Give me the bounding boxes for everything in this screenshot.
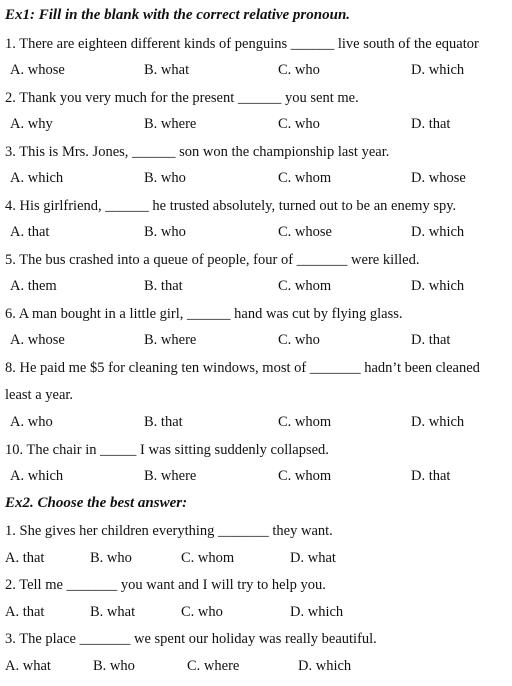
ex1-question-8-continued: least a year. [5,387,74,403]
ex1-q8-option-a: A. who [10,414,53,430]
ex1-q4-option-a: A. that [10,224,50,240]
ex1-q3-option-d: D. whose [411,170,466,186]
ex1-q6-option-b: B. where [144,332,197,348]
ex1-q5-option-b: B. that [144,278,183,294]
ex2-question-3: 3. The place _______ we spent our holiday was really beautiful. [5,631,377,647]
ex2-q2-option-c: C. who [181,604,223,620]
ex1-q1-option-d: D. which [411,62,465,78]
ex2-q3-option-c: C. where [187,658,240,674]
ex1-question-5: 5. The bus crashed into a queue of people, four of _______ were killed. [5,252,420,268]
ex2-q3-option-b: B. who [93,658,135,674]
ex1-q2-option-b: B. where [144,116,197,132]
ex1-q5-option-a: A. them [10,278,57,294]
ex1-question-3: 3. This is Mrs. Jones, ______ son won the championship last year. [5,144,390,160]
ex1-q3-option-b: B. who [144,170,186,186]
ex1-q5-option-d: D. which [411,278,465,294]
ex1-q10-option-a: A. which [10,468,64,484]
ex1-q6-option-d: D. that [411,332,451,348]
ex1-q2-option-a: A. why [10,116,53,132]
ex1-q8-option-b: B. that [144,414,183,430]
ex2-q1-option-d: D. what [290,550,336,566]
ex1-q8-option-d: D. which [411,414,465,430]
ex1-q10-option-c: C. whom [278,468,332,484]
ex2-q1-option-c: C. whom [181,550,235,566]
ex2-q1-option-b: B. who [90,550,132,566]
ex1-q2-option-d: D. that [411,116,451,132]
ex1-q3-option-a: A. which [10,170,64,186]
ex1-q6-option-c: C. who [278,332,320,348]
ex1-q3-option-c: C. whom [278,170,332,186]
ex1-question-4: 4. His girlfriend, ______ he trusted absolutely, turned out to be an enemy spy. [5,198,457,214]
ex1-q1-option-a: A. whose [10,62,65,78]
ex2-q3-option-d: D. which [298,658,352,674]
ex1-question-6: 6. A man bought in a little girl, ______ hand was cut by flying glass. [5,306,403,322]
ex2-q2-option-b: B. what [90,604,136,620]
ex2-question-1: 1. She gives her children everything _______ they want. [5,523,333,539]
ex2-title: Ex2. Choose the best answer: [5,495,188,511]
ex2-q1-option-a: A. that [5,550,45,566]
ex1-q1-option-c: C. who [278,62,320,78]
ex1-q5-option-c: C. whom [278,278,332,294]
ex2-q2-option-d: D. which [290,604,344,620]
ex1-q1-option-b: B. what [144,62,190,78]
ex1-q2-option-c: C. who [278,116,320,132]
ex1-question-8: 8. He paid me $5 for cleaning ten windows, most of _______ hadn’t been cleaned [5,360,480,376]
ex1-q10-option-d: D. that [411,468,451,484]
ex1-q10-option-b: B. where [144,468,197,484]
ex1-question-10: 10. The chair in _____ I was sitting suddenly collapsed. [5,442,329,458]
ex1-question-1: 1. There are eighteen different kinds of penguins ______ live south of the equator [5,36,479,52]
ex1-title: Ex1: Fill in the blank with the correct relative pronoun. [5,7,351,23]
ex2-q2-option-a: A. that [5,604,45,620]
ex1-q4-option-d: D. which [411,224,465,240]
ex1-q6-option-a: A. whose [10,332,65,348]
ex1-q8-option-c: C. whom [278,414,332,430]
ex2-q3-option-a: A. what [5,658,51,674]
ex1-q4-option-c: C. whose [278,224,332,240]
ex1-q4-option-b: B. who [144,224,186,240]
ex2-question-2: 2. Tell me _______ you want and I will try to help you. [5,577,326,593]
ex1-question-2: 2. Thank you very much for the present ______ you sent me. [5,90,359,106]
